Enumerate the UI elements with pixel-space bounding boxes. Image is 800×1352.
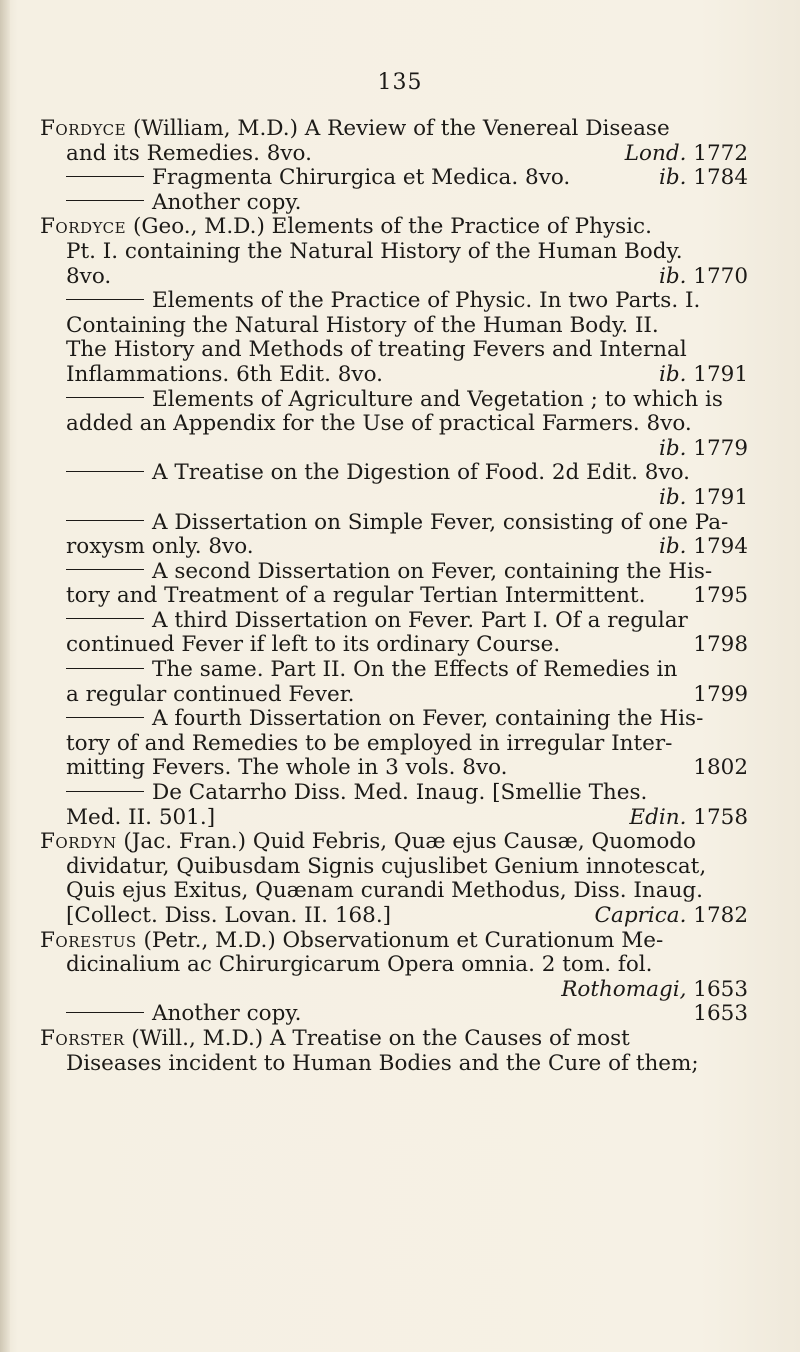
entry-line xyxy=(40,1052,770,1077)
imprint-and-year xyxy=(693,633,748,658)
entry-text: Containing the Natural History of the Human Body. II. xyxy=(66,312,659,338)
entry-text: Diseases incident to Human Bodies and the Cure of them; xyxy=(66,1050,699,1076)
catalogue-entry xyxy=(40,289,770,387)
entry-text: The same. Part II. On the Effects of Remedies in xyxy=(152,657,678,683)
entry-line xyxy=(40,289,770,314)
imprint-and-year xyxy=(629,806,748,831)
entry-line xyxy=(40,658,770,683)
ditto-dash xyxy=(66,618,144,619)
catalogue-entry xyxy=(40,1027,770,1076)
entry-text: tory and Treatment of a regular Tertian Intermittent. xyxy=(66,583,646,609)
ditto-dash xyxy=(66,299,144,300)
publication-year: 1779 xyxy=(693,435,748,461)
catalogue-entries xyxy=(40,117,770,1076)
catalogue-entry xyxy=(40,215,770,289)
publication-year: 1784 xyxy=(693,165,748,191)
entry-text: The History and Methods of treating Fevers and Internal xyxy=(66,337,687,363)
ditto-dash xyxy=(66,791,144,792)
entry-line xyxy=(40,756,770,781)
entry-line xyxy=(40,240,770,265)
catalogue-entry xyxy=(40,117,770,166)
entry-line xyxy=(40,953,770,978)
publication-year: 1802 xyxy=(693,755,748,781)
entry-line xyxy=(40,879,770,904)
author-name: Fordyn xyxy=(40,829,117,855)
entry-text: roxysm only. 8vo. xyxy=(66,534,254,560)
entry-line xyxy=(40,363,770,388)
imprint-and-year xyxy=(595,904,748,929)
publication-year: 1799 xyxy=(693,681,748,707)
entry-line xyxy=(40,584,770,609)
entry-line xyxy=(40,806,770,831)
entry-line xyxy=(40,511,770,536)
entry-line xyxy=(40,166,770,191)
ditto-dash xyxy=(66,668,144,669)
entry-line xyxy=(40,560,770,585)
entry-text: a regular continued Fever. xyxy=(66,681,355,707)
entry-line xyxy=(40,683,770,708)
ditto-dash xyxy=(66,717,144,718)
publication-year: 1798 xyxy=(693,632,748,658)
imprint-and-year xyxy=(659,363,748,388)
entry-text: and its Remedies. 8vo. xyxy=(66,140,312,166)
entry-text: A Dissertation on Simple Fever, consisting of one Pa- xyxy=(152,509,729,535)
imprint-and-year xyxy=(693,584,748,609)
catalogue-entry xyxy=(40,388,770,462)
imprint-place: Rothomagi, xyxy=(561,976,687,1002)
entry-text: Med. II. 501.] xyxy=(66,804,216,830)
imprint-place: ib. xyxy=(658,534,687,560)
imprint-place: Edin. xyxy=(629,804,687,830)
entry-line xyxy=(40,142,770,167)
catalogue-entry xyxy=(40,707,770,781)
ditto-dash xyxy=(66,176,144,177)
catalogue-entry xyxy=(40,560,770,609)
entry-text: added an Appendix for the Use of practical Farmers. 8vo. xyxy=(66,411,692,437)
imprint-place: ib. xyxy=(658,361,687,387)
entry-line xyxy=(40,215,770,240)
entry-line xyxy=(40,904,770,929)
imprint-place: ib. xyxy=(658,484,687,510)
entry-text: Fragmenta Chirurgica et Medica. 8vo. xyxy=(152,165,571,191)
imprint-and-year xyxy=(693,1002,748,1027)
entry-text: 8vo. xyxy=(66,263,112,289)
entry-line xyxy=(40,437,770,462)
entry-text: mitting Fevers. The whole in 3 vols. 8vo. xyxy=(66,755,508,781)
entry-line xyxy=(40,855,770,880)
catalogue-entry xyxy=(40,781,770,830)
publication-year: 1772 xyxy=(693,140,748,166)
catalogue-entry xyxy=(40,929,770,1003)
entry-line xyxy=(40,707,770,732)
catalogue-entry xyxy=(40,461,770,510)
entry-text: Another copy. xyxy=(152,1001,302,1027)
ditto-dash xyxy=(66,471,144,472)
catalogue-entry xyxy=(40,191,770,216)
entry-text: Elements of the Practice of Physic. In two Parts. I. xyxy=(152,288,701,314)
entry-text: A fourth Dissertation on Fever, containing the His- xyxy=(152,706,704,732)
entry-line xyxy=(40,535,770,560)
publication-year: 1794 xyxy=(693,534,748,560)
imprint-place: ib. xyxy=(658,165,687,191)
publication-year: 1653 xyxy=(693,976,748,1002)
entry-text: Quis ejus Exitus, Quænam curandi Methodus, Diss. Inaug. xyxy=(66,878,704,904)
entry-text: Elements of Agriculture and Vegetation ; to which is xyxy=(152,386,723,412)
entry-text: [Collect. Diss. Lovan. II. 168.] xyxy=(66,903,392,928)
entry-text: (Geo., M.D.) Elements of the Practice of Physic. xyxy=(126,214,652,240)
entry-line xyxy=(40,781,770,806)
catalogue-entry xyxy=(40,511,770,560)
entry-line xyxy=(40,1002,770,1027)
entry-text: tory of and Remedies to be employed in irregular Inter- xyxy=(66,730,673,756)
ditto-dash xyxy=(66,200,144,201)
entry-line xyxy=(40,633,770,658)
entry-text: Another copy. xyxy=(152,189,302,215)
page-gutter-shadow xyxy=(0,0,10,1352)
imprint-and-year xyxy=(659,535,748,560)
imprint-and-year xyxy=(693,683,748,708)
entry-line xyxy=(40,461,770,486)
entry-line xyxy=(40,265,770,290)
catalogue-entry xyxy=(40,1002,770,1027)
entry-line xyxy=(40,412,770,437)
entry-line xyxy=(40,388,770,413)
ditto-dash xyxy=(66,520,144,521)
catalogue-entry xyxy=(40,658,770,707)
entry-text: A second Dissertation on Fever, containing the His- xyxy=(152,558,713,584)
entry-line xyxy=(40,978,770,1003)
entry-line xyxy=(40,338,770,363)
entry-text: (Petr., M.D.) Observationum et Curationum Me- xyxy=(136,927,664,953)
entry-line xyxy=(40,929,770,954)
entry-line xyxy=(40,486,770,511)
entry-text: (Will., M.D.) A Treatise on the Causes of most xyxy=(124,1025,630,1051)
entry-text: De Catarrho Diss. Med. Inaug. [Smellie Thes. xyxy=(152,780,648,806)
entry-line xyxy=(40,830,770,855)
entry-text: (William, M.D.) A Review of the Venereal Disease xyxy=(126,116,670,141)
entry-line xyxy=(40,732,770,757)
imprint-place: ib. xyxy=(658,435,687,461)
entry-line xyxy=(40,117,770,142)
ditto-dash xyxy=(66,397,144,398)
imprint-and-year xyxy=(659,486,748,511)
imprint-and-year xyxy=(659,166,748,191)
imprint-and-year xyxy=(625,142,748,167)
page-number: 135 xyxy=(377,70,423,95)
imprint-place: Lond. xyxy=(624,140,687,166)
author-name: Forestus xyxy=(40,927,137,953)
imprint-and-year xyxy=(561,978,748,1003)
imprint-place: ib. xyxy=(658,263,687,289)
ditto-dash xyxy=(66,1012,144,1013)
catalogue-entry xyxy=(40,830,770,928)
entry-text: dividatur, Quibusdam Signis cujuslibet Genium innotescat, xyxy=(66,853,707,879)
entry-line xyxy=(40,314,770,339)
entry-line xyxy=(40,191,770,216)
entry-line xyxy=(40,609,770,634)
imprint-and-year xyxy=(659,265,748,290)
author-name: Fordyce xyxy=(40,214,127,240)
publication-year: 1770 xyxy=(693,263,748,289)
imprint-and-year xyxy=(659,437,748,462)
imprint-place: Caprica. xyxy=(594,903,687,928)
entry-line xyxy=(40,1027,770,1052)
publication-year: 1758 xyxy=(693,804,748,830)
entry-text: Pt. I. containing the Natural History of the Human Body. xyxy=(66,238,683,264)
publication-year: 1791 xyxy=(693,484,748,510)
entry-text: Inflammations. 6th Edit. 8vo. xyxy=(66,361,383,387)
author-name: Forster xyxy=(40,1025,125,1051)
entry-text: A third Dissertation on Fever. Part I. Of a regular xyxy=(152,607,688,633)
entry-text: dicinalium ac Chirurgicarum Opera omnia. 2 tom. fol. xyxy=(66,952,653,978)
entry-text: A Treatise on the Digestion of Food. 2d Edit. 8vo. xyxy=(152,460,691,486)
ditto-dash xyxy=(66,569,144,570)
catalogue-entry xyxy=(40,609,770,658)
publication-year: 1782 xyxy=(693,903,748,928)
imprint-and-year xyxy=(693,756,748,781)
publication-year: 1653 xyxy=(693,1001,748,1027)
publication-year: 1795 xyxy=(693,583,748,609)
publication-year: 1791 xyxy=(693,361,748,387)
catalogue-entry xyxy=(40,166,770,191)
author-name: Fordyce xyxy=(40,116,127,141)
entry-text: (Jac. Fran.) Quid Febris, Quæ ejus Causæ, Quomodo xyxy=(116,829,696,855)
entry-text: continued Fever if left to its ordinary Course. xyxy=(66,632,561,658)
